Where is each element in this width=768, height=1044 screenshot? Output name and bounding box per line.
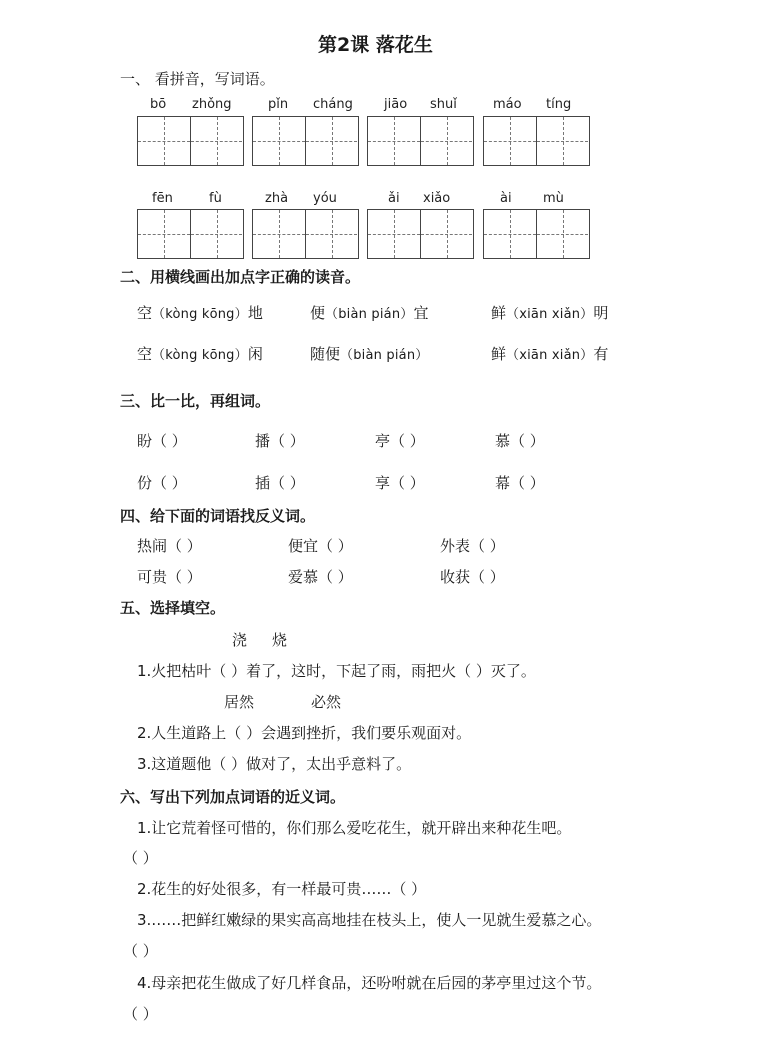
pinyin-label: fù [209, 191, 222, 206]
pinyin-label: shuǐ [430, 97, 457, 112]
answer-blank: （ ） [123, 942, 158, 960]
section6-heading: 六、写出下列加点词语的近义词。 [120, 788, 346, 806]
option-word: 浇 [232, 631, 248, 649]
pinyin-label: xiǎo [423, 191, 451, 206]
writing-grid[interactable] [483, 116, 590, 166]
fill-question: 2.人生道路上（ ）会遇到挫折，我们要乐观面对。 [137, 724, 472, 742]
pinyin-label: zhǒng [192, 97, 232, 112]
compare-item: 播（ ） [255, 432, 305, 450]
antonym-item: 外表（ ） [440, 537, 505, 555]
writing-grid[interactable] [483, 209, 590, 259]
pinyin-label: mù [543, 191, 564, 206]
pinyin-label: tíng [546, 97, 572, 112]
synonym-question: 1.让它荒着怪可惜的，你们那么爱吃花生，就开辟出来种花生吧。 [137, 819, 572, 837]
pinyin-label: fēn [152, 191, 173, 206]
synonym-question: 2.花生的好处很多，有一样最可贵……（ ） [137, 880, 427, 898]
compare-item: 份（ ） [137, 474, 187, 492]
section3-heading: 三、比一比，再组词。 [120, 392, 271, 410]
page-title: 第2课 落花生 [318, 34, 433, 56]
compare-item: 插（ ） [255, 474, 305, 492]
writing-grid[interactable] [367, 209, 474, 259]
pinyin-label: pǐn [268, 97, 289, 112]
antonym-item: 便宜（ ） [288, 537, 353, 555]
pinyin-label: ài [500, 191, 512, 206]
writing-grid[interactable] [367, 116, 474, 166]
writing-grid[interactable] [137, 116, 244, 166]
reading-item: 便（biàn pián）宜 [310, 304, 429, 322]
option-word: 居然 [224, 693, 255, 711]
option-word: 必然 [311, 693, 342, 711]
writing-grid[interactable] [252, 209, 359, 259]
answer-blank: （ ） [123, 849, 158, 867]
pinyin-label: bō [150, 97, 167, 112]
reading-item: 空（kòng kōng）地 [137, 304, 263, 322]
reading-item: 鲜（xiān xiǎn）有 [491, 345, 609, 363]
synonym-question: 4.母亲把花生做成了好几样食品，还吩咐就在后园的茅亭里过这个节。 [137, 974, 602, 992]
pinyin-label: ǎi [388, 191, 400, 206]
pinyin-label: cháng [313, 97, 353, 112]
pinyin-label: jiāo [384, 97, 408, 112]
compare-item: 幕（ ） [495, 474, 545, 492]
option-word: 烧 [272, 631, 288, 649]
antonym-item: 爱慕（ ） [288, 568, 353, 586]
reading-item: 鲜（xiān xiǎn）明 [491, 304, 609, 322]
reading-item: 随便（biàn pián） [310, 345, 429, 363]
writing-grid[interactable] [252, 116, 359, 166]
section2-heading: 二、用横线画出加点字正确的读音。 [120, 268, 361, 286]
section4-heading: 四、给下面的词语找反义词。 [120, 507, 316, 525]
section1-heading: 一、 看拼音，写词语。 [120, 70, 275, 88]
fill-question: 3.这道题他（ ）做对了，太出乎意料了。 [137, 755, 412, 773]
fill-question: 1.火把枯叶（ ）着了，这时，下起了雨，雨把火（ ）灭了。 [137, 662, 536, 680]
compare-item: 慕（ ） [495, 432, 545, 450]
antonym-item: 热闹（ ） [137, 537, 202, 555]
writing-grid[interactable] [137, 209, 244, 259]
compare-item: 盼（ ） [137, 432, 187, 450]
answer-blank: （ ） [123, 1005, 158, 1023]
compare-item: 亭（ ） [375, 432, 425, 450]
pinyin-label: yóu [313, 191, 337, 206]
synonym-question: 3.……把鲜红嫩绿的果实高高地挂在枝头上，使人一见就生爱慕之心。 [137, 911, 602, 929]
antonym-item: 可贵（ ） [137, 568, 202, 586]
pinyin-label: zhà [265, 191, 289, 206]
reading-item: 空（kòng kōng）闲 [137, 345, 263, 363]
pinyin-label: máo [493, 97, 522, 112]
compare-item: 享（ ） [375, 474, 425, 492]
antonym-item: 收获（ ） [440, 568, 505, 586]
section5-heading: 五、选择填空。 [120, 599, 226, 617]
